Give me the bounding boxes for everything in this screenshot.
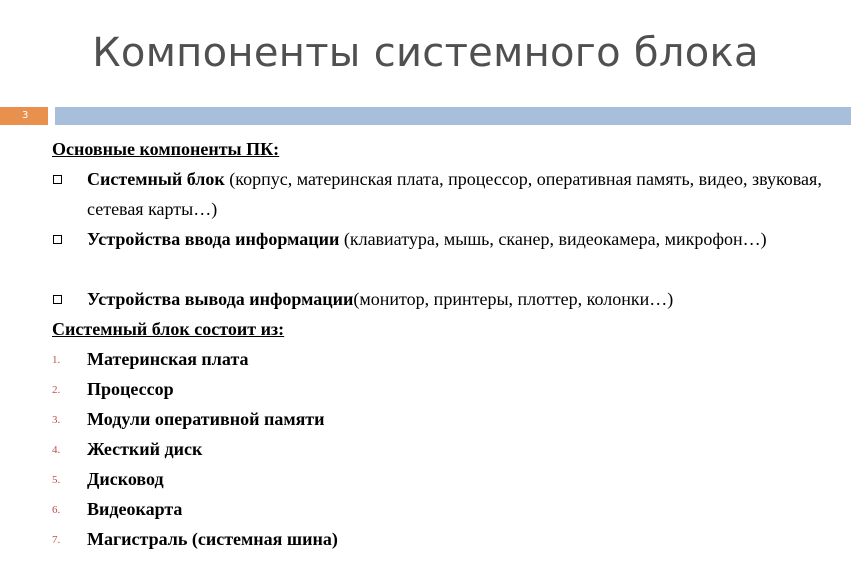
list-number: 2. bbox=[52, 384, 61, 396]
numbered-item-text: Материнская плата bbox=[87, 349, 249, 369]
slide-title: Компоненты системного блока bbox=[92, 30, 759, 76]
bullet-description: (монитор, принтеры, плоттер, колонки…) bbox=[353, 289, 674, 309]
numbered-item bbox=[50, 404, 840, 434]
bullet-item bbox=[50, 164, 840, 224]
list-number: 5. bbox=[52, 474, 61, 486]
accent-bar bbox=[0, 107, 851, 125]
numbered-item bbox=[50, 434, 840, 464]
accent-stripe bbox=[55, 107, 851, 125]
bullet-item bbox=[50, 284, 840, 314]
bullet-term: Устройства вывода информации bbox=[87, 289, 354, 309]
bullet-text bbox=[87, 164, 832, 224]
bullet-description: (корпус, материнская плата, процессор, оперативная память, видео, звуковая, сетевая карты…) bbox=[87, 169, 822, 219]
square-bullet-icon bbox=[53, 295, 62, 304]
list-number: 7. bbox=[52, 534, 61, 546]
list-number: 4. bbox=[52, 444, 61, 456]
numbered-item-text: Процессор bbox=[87, 379, 174, 399]
numbered-item-text: Жесткий диск bbox=[87, 439, 203, 459]
section-heading-system-unit: Системный блок состоит из: bbox=[52, 319, 285, 339]
bullet-item bbox=[50, 224, 840, 284]
numbered-item-text: Дисковод bbox=[87, 469, 164, 489]
square-bullet-icon bbox=[53, 235, 62, 244]
bullet-text bbox=[87, 284, 832, 314]
numbered-item bbox=[50, 464, 840, 494]
slide-content bbox=[50, 134, 840, 554]
section-heading-main-components: Основные компоненты ПК: bbox=[52, 139, 280, 159]
bullet-text bbox=[87, 224, 832, 254]
numbered-item bbox=[50, 374, 840, 404]
list-number: 3. bbox=[52, 414, 61, 426]
numbered-item bbox=[50, 524, 840, 554]
bullet-term: Системный блок bbox=[87, 169, 225, 189]
slide-number: 3 bbox=[22, 110, 29, 121]
bullet-term: Устройства ввода информации bbox=[87, 229, 340, 249]
bullet-description: (клавиатура, мышь, сканер, видеокамера, микрофон…) bbox=[339, 229, 767, 249]
numbered-item-text: Видеокарта bbox=[87, 499, 183, 519]
numbered-item-text: Модули оперативной памяти bbox=[87, 409, 325, 429]
list-number: 1. bbox=[52, 354, 61, 366]
square-bullet-icon bbox=[53, 175, 62, 184]
list-number: 6. bbox=[52, 504, 61, 516]
numbered-item bbox=[50, 344, 840, 374]
numbered-item bbox=[50, 494, 840, 524]
numbered-item-text: Магистраль (системная шина) bbox=[87, 529, 338, 549]
